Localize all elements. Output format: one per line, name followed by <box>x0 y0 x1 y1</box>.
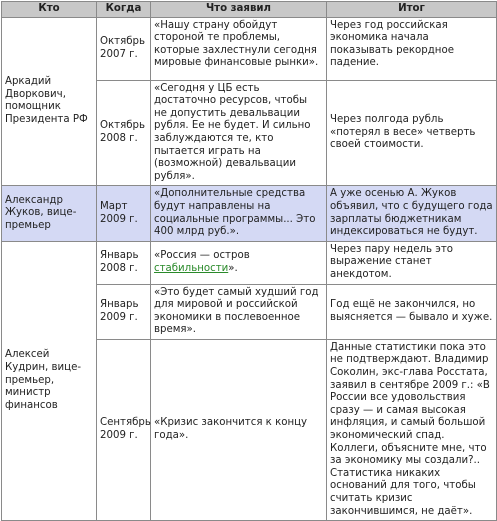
result-cell: Данные статистики пока это не подтверждают. Владимир Соколин, экс-глава Росстата, заявил в сентябре 2009 г.: «В России все удовольствия сразу — и самая высокая инфляция, и самый большой экономический спад. Коллеги, объясните мне, что за экономику мы создали?.. Статистика никаких оснований для того, чтобы считать кризис закончившимся, не даёт». <box>327 339 497 520</box>
quote-cell: «Нашу страну обойдут стороной те проблемы, которые захлестнули сегодня мировые финансовые рынки». <box>151 17 327 80</box>
result-cell: Через пару недель это выражение станет анекдотом. <box>327 241 497 284</box>
person-kudrin: Алексей Кудрин, вице-премьер, министр финансов <box>2 241 97 520</box>
header-row <box>2 2 497 18</box>
stability-link[interactable]: стабильности <box>154 262 229 274</box>
header-who: Кто <box>2 2 97 18</box>
statements-table-frame <box>1 1 496 517</box>
header-when: Когда <box>97 2 151 18</box>
when-cell: Сентябрь 2009 г. <box>97 339 151 520</box>
header-result: Итог <box>327 2 497 18</box>
result-cell: А уже осенью А. Жуков объявил, что с будущего года зарплаты бюджетникам индексироваться не будут. <box>327 186 497 241</box>
quote-cell: «Дополнительные средства будут направлены на социальные программы... Это 400 млрд руб.». <box>151 186 327 241</box>
quote-text-after: ». <box>228 262 238 274</box>
quote-cell: «Сегодня у ЦБ есть достаточно ресурсов, чтобы не допустить девальвации рубля. Ее не будет. И сильно заблуждаются те, кто пытается играть на (возможной) девальвации рубля». <box>151 80 327 186</box>
table-row <box>2 17 497 80</box>
person-zhukov: Александр Жуков, вице-премьер <box>2 186 97 241</box>
when-cell: Март 2009 г. <box>97 186 151 241</box>
result-cell: Год ещё не закончился, но выясняется — бывало и хуже. <box>327 284 497 339</box>
person-dvorkovich: Аркадий Дворкович, помощник Президента РФ <box>2 17 97 186</box>
result-cell: Через год российская экономика начала показывать рекордное падение. <box>327 17 497 80</box>
table-row <box>2 241 497 284</box>
quote-cell <box>151 241 327 284</box>
result-cell: Через полгода рубль «потерял в весе» четверть своей стоимости. <box>327 80 497 186</box>
quote-cell: «Кризис закончится к концу года». <box>151 339 327 520</box>
table-row <box>2 186 497 241</box>
header-statement: Что заявил <box>151 2 327 18</box>
when-cell: Январь 2008 г. <box>97 241 151 284</box>
when-cell: Октябрь 2008 г. <box>97 80 151 186</box>
when-cell: Январь 2009 г. <box>97 284 151 339</box>
statements-table <box>1 1 497 521</box>
quote-cell: «Это будет самый худший год для мировой и российской экономики в послевоенное время». <box>151 284 327 339</box>
when-cell: Октябрь 2007 г. <box>97 17 151 80</box>
quote-text-before: «Россия — остров <box>154 250 250 262</box>
